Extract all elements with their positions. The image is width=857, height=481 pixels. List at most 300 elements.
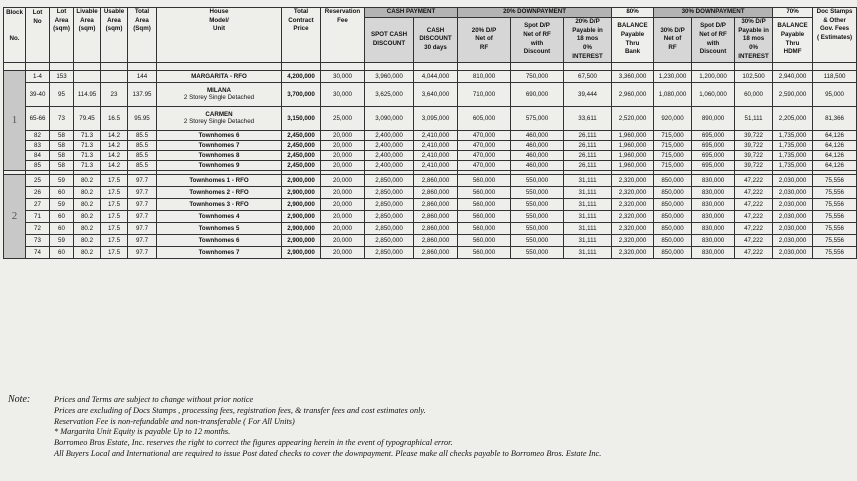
cell-balance-bank: 2,320,000 xyxy=(612,210,654,222)
cell-usable-area: 17.5 xyxy=(101,246,128,258)
notes-list xyxy=(8,395,601,460)
cell-total-contract-price: 2,900,000 xyxy=(282,222,321,234)
cell-dp20-net-rf: 560,000 xyxy=(458,222,511,234)
model-name: Townhomes 7 xyxy=(198,141,240,149)
cell-lot-no: 27 xyxy=(26,198,50,210)
spacer-cell xyxy=(612,62,654,70)
cell-reservation-fee: 20,000 xyxy=(321,246,365,258)
cell-dp20-payable: 31,111 xyxy=(564,222,612,234)
table-row xyxy=(4,140,857,150)
cell-total-area: 97.7 xyxy=(128,186,157,198)
cell-dp30-payable: 47,222 xyxy=(735,234,773,246)
cell-livable-area xyxy=(74,70,101,82)
model-name: Townhomes 5 xyxy=(198,224,240,232)
cell-dp30-payable: 47,222 xyxy=(735,198,773,210)
table-row xyxy=(4,130,857,140)
cell-dp20-net-rf: 560,000 xyxy=(458,234,511,246)
cell-house-model xyxy=(157,150,282,160)
cell-doc-stamps: 118,500 xyxy=(813,70,857,82)
cell-house-model xyxy=(157,198,282,210)
cell-total-area: 97.7 xyxy=(128,222,157,234)
cell-lot-no: 65-66 xyxy=(26,106,50,130)
cell-dp30-spot: 830,000 xyxy=(692,186,735,198)
cell-usable-area: 14.2 xyxy=(101,140,128,150)
cell-balance-bank: 3,360,000 xyxy=(612,70,654,82)
header-total-contract-price: Total Contract Price xyxy=(282,8,321,63)
cell-doc-stamps: 64,126 xyxy=(813,140,857,150)
cell-usable-area: 14.2 xyxy=(101,160,128,170)
cell-balance-hdmf: 1,735,000 xyxy=(773,130,813,140)
cell-house-model xyxy=(157,160,282,170)
cell-lot-area: 58 xyxy=(50,140,74,150)
cell-dp30-net-rf: 715,000 xyxy=(654,150,692,160)
cell-dp20-net-rf: 560,000 xyxy=(458,174,511,186)
cell-dp20-payable: 26,111 xyxy=(564,140,612,150)
cell-cash-discount-30: 2,860,000 xyxy=(414,222,458,234)
cell-lot-no: 71 xyxy=(26,210,50,222)
cell-reservation-fee: 25,000 xyxy=(321,106,365,130)
header-reservation-fee: Reservation Fee xyxy=(321,8,365,63)
cell-balance-bank: 2,520,000 xyxy=(612,106,654,130)
cell-spot-cash-discount: 2,400,000 xyxy=(365,130,414,140)
cell-balance-hdmf: 2,030,000 xyxy=(773,222,813,234)
cell-total-area: 97.7 xyxy=(128,198,157,210)
cell-dp30-net-rf: 850,000 xyxy=(654,210,692,222)
header-usable-area: Usable Area (sqm) xyxy=(101,8,128,63)
note-line: Prices are excluding of Docs Stamps , processing fees, registration fees, & transfer fees and cost estimates only. xyxy=(54,405,426,415)
spacer-cell xyxy=(511,62,564,70)
cell-total-area: 85.5 xyxy=(128,150,157,160)
cell-doc-stamps: 64,126 xyxy=(813,130,857,140)
cell-total-contract-price: 2,900,000 xyxy=(282,186,321,198)
cell-total-area: 95.95 xyxy=(128,106,157,130)
model-name: CARMEN xyxy=(205,111,233,119)
note-line: Prices and Terms are subject to change without prior notice xyxy=(54,395,254,404)
cell-house-model xyxy=(157,186,282,198)
spacer-cell xyxy=(564,62,612,70)
cell-dp20-net-rf: 470,000 xyxy=(458,130,511,140)
header-balance-bank: BALANCE Payable Thru Bank xyxy=(612,18,654,63)
table-row xyxy=(4,186,857,198)
cell-lot-area: 59 xyxy=(50,198,74,210)
cell-lot-area: 60 xyxy=(50,210,74,222)
cell-total-contract-price: 2,900,000 xyxy=(282,246,321,258)
cell-balance-hdmf: 2,030,000 xyxy=(773,210,813,222)
spacer-cell xyxy=(50,62,74,70)
cell-lot-area: 95 xyxy=(50,82,74,106)
cell-dp30-spot: 1,200,000 xyxy=(692,70,735,82)
cell-total-contract-price: 2,900,000 xyxy=(282,210,321,222)
cell-total-area: 97.7 xyxy=(128,210,157,222)
cell-cash-discount-30: 2,410,000 xyxy=(414,140,458,150)
cell-balance-hdmf: 2,030,000 xyxy=(773,246,813,258)
cell-lot-area: 58 xyxy=(50,130,74,140)
cell-total-contract-price: 2,450,000 xyxy=(282,130,321,140)
cell-spot-cash-discount: 3,625,000 xyxy=(365,82,414,106)
model-description: 2 Storey Single Detached xyxy=(183,118,255,126)
cell-reservation-fee: 20,000 xyxy=(321,222,365,234)
model-name: MILANA xyxy=(206,87,232,95)
cell-spot-cash-discount: 3,090,000 xyxy=(365,106,414,130)
cell-total-area: 144 xyxy=(128,70,157,82)
cell-cash-discount-30: 2,860,000 xyxy=(414,246,458,258)
cell-dp30-spot: 830,000 xyxy=(692,198,735,210)
header-dp20-net-rf: 20% D/P Net of RF xyxy=(458,18,511,63)
cell-dp20-net-rf: 560,000 xyxy=(458,186,511,198)
note-line: All Buyers Local and International are required to issue Post dated checks to cover the downpayment. Please make all checks payable to Borromeo Bros. Estate Inc. xyxy=(54,448,602,458)
table-row xyxy=(4,160,857,170)
cell-dp30-payable: 47,222 xyxy=(735,210,773,222)
cell-spot-cash-discount: 2,850,000 xyxy=(365,174,414,186)
spacer-cell xyxy=(458,62,511,70)
note-line: Borromeo Bros Estate, Inc. reserves the right to correct the figures appearing herein in the event of typographical error. xyxy=(54,438,453,448)
cell-spot-cash-discount: 2,400,000 xyxy=(365,150,414,160)
cell-dp20-net-rf: 470,000 xyxy=(458,160,511,170)
cell-reservation-fee: 30,000 xyxy=(321,70,365,82)
cell-cash-discount-30: 2,860,000 xyxy=(414,234,458,246)
cell-lot-area: 153 xyxy=(50,70,74,82)
cell-spot-cash-discount: 2,850,000 xyxy=(365,186,414,198)
cell-balance-bank: 2,320,000 xyxy=(612,234,654,246)
cell-dp20-spot: 575,000 xyxy=(511,106,564,130)
cell-dp30-spot: 890,000 xyxy=(692,106,735,130)
cell-dp30-net-rf: 1,230,000 xyxy=(654,70,692,82)
header-cash-discount-30: CASH DISCOUNT 30 days xyxy=(414,18,458,63)
header-doc-stamps: Doc Stamps & Other Gov. Fees ( Estimates) xyxy=(813,8,857,63)
spacer-cell xyxy=(813,62,857,70)
cell-dp30-net-rf: 1,080,000 xyxy=(654,82,692,106)
cell-total-area: 85.5 xyxy=(128,130,157,140)
cell-lot-area: 60 xyxy=(50,186,74,198)
header-dp30-payable: 30% D/P Payable in 18 mos 0% INTEREST xyxy=(735,18,773,63)
spacer-cell xyxy=(128,62,157,70)
model-name: Townhomes 6 xyxy=(198,236,240,244)
model-name: Townhomes 8 xyxy=(198,151,240,159)
cell-balance-hdmf: 2,940,000 xyxy=(773,70,813,82)
cell-spot-cash-discount: 2,850,000 xyxy=(365,234,414,246)
model-name: Townhomes 3 - RFO xyxy=(189,200,249,208)
cell-lot-no: 72 xyxy=(26,222,50,234)
cell-dp30-net-rf: 850,000 xyxy=(654,198,692,210)
cell-usable-area: 17.5 xyxy=(101,186,128,198)
cell-dp30-net-rf: 920,000 xyxy=(654,106,692,130)
cell-doc-stamps: 75,556 xyxy=(813,222,857,234)
spacer-cell xyxy=(773,62,813,70)
cell-dp20-payable: 26,111 xyxy=(564,130,612,140)
cell-reservation-fee: 20,000 xyxy=(321,160,365,170)
cell-balance-bank: 1,960,000 xyxy=(612,150,654,160)
cell-lot-area: 59 xyxy=(50,234,74,246)
cell-livable-area: 79.45 xyxy=(74,106,101,130)
cell-dp20-net-rf: 470,000 xyxy=(458,140,511,150)
header-20-downpayment: 20% DOWNPAYMENT xyxy=(458,8,612,18)
cell-spot-cash-discount: 2,850,000 xyxy=(365,210,414,222)
spacer-cell xyxy=(365,62,414,70)
cell-lot-area: 58 xyxy=(50,160,74,170)
cell-cash-discount-30: 2,860,000 xyxy=(414,198,458,210)
header-dp20-payable: 20% D/P Payable in 18 mos 0% INTEREST xyxy=(564,18,612,63)
cell-cash-discount-30: 3,095,000 xyxy=(414,106,458,130)
cell-dp20-net-rf: 605,000 xyxy=(458,106,511,130)
cell-spot-cash-discount: 2,400,000 xyxy=(365,140,414,150)
cell-usable-area: 17.5 xyxy=(101,222,128,234)
cell-livable-area: 71.3 xyxy=(74,150,101,160)
cell-lot-no: 26 xyxy=(26,186,50,198)
cell-dp30-net-rf: 715,000 xyxy=(654,160,692,170)
spacer-cell xyxy=(654,62,692,70)
cell-dp20-net-rf: 560,000 xyxy=(458,198,511,210)
table-row xyxy=(4,210,857,222)
model-name: Townhomes 4 xyxy=(198,212,240,220)
price-rows xyxy=(4,62,857,258)
cell-dp20-payable: 31,111 xyxy=(564,186,612,198)
cell-balance-hdmf: 1,735,000 xyxy=(773,140,813,150)
cell-spot-cash-discount: 2,400,000 xyxy=(365,160,414,170)
cell-cash-discount-30: 2,860,000 xyxy=(414,174,458,186)
spacer-cell xyxy=(101,62,128,70)
cell-reservation-fee: 20,000 xyxy=(321,186,365,198)
block-number: 2 xyxy=(4,174,26,258)
cell-dp20-spot: 550,000 xyxy=(511,222,564,234)
cell-dp30-payable: 39,722 xyxy=(735,140,773,150)
cell-dp20-payable: 31,111 xyxy=(564,234,612,246)
cell-total-contract-price: 3,150,000 xyxy=(282,106,321,130)
cell-dp30-net-rf: 850,000 xyxy=(654,222,692,234)
cell-house-model xyxy=(157,70,282,82)
cell-dp30-payable: 39,722 xyxy=(735,130,773,140)
cell-total-contract-price: 2,450,000 xyxy=(282,140,321,150)
cell-spot-cash-discount: 2,850,000 xyxy=(365,198,414,210)
cell-dp20-payable: 31,111 xyxy=(564,210,612,222)
cell-total-area: 85.5 xyxy=(128,160,157,170)
cell-dp30-net-rf: 850,000 xyxy=(654,234,692,246)
table-row xyxy=(4,246,857,258)
cell-dp20-spot: 460,000 xyxy=(511,140,564,150)
cell-cash-discount-30: 3,640,000 xyxy=(414,82,458,106)
cell-cash-discount-30: 2,860,000 xyxy=(414,210,458,222)
cell-total-area: 85.5 xyxy=(128,140,157,150)
cell-dp20-net-rf: 560,000 xyxy=(458,246,511,258)
cell-doc-stamps: 64,126 xyxy=(813,160,857,170)
cell-balance-bank: 2,320,000 xyxy=(612,246,654,258)
table-row xyxy=(4,222,857,234)
cell-house-model xyxy=(157,174,282,186)
cell-dp30-payable: 47,222 xyxy=(735,246,773,258)
cell-dp30-spot: 830,000 xyxy=(692,210,735,222)
cell-dp30-net-rf: 850,000 xyxy=(654,246,692,258)
spacer-cell xyxy=(282,62,321,70)
cell-dp30-spot: 695,000 xyxy=(692,130,735,140)
cell-reservation-fee: 20,000 xyxy=(321,174,365,186)
cell-dp20-payable: 33,611 xyxy=(564,106,612,130)
cell-lot-no: 84 xyxy=(26,150,50,160)
cell-dp30-spot: 830,000 xyxy=(692,222,735,234)
cell-house-model xyxy=(157,82,282,106)
cell-livable-area: 80.2 xyxy=(74,210,101,222)
cell-total-contract-price: 3,700,000 xyxy=(282,82,321,106)
cell-balance-hdmf: 2,030,000 xyxy=(773,234,813,246)
cell-livable-area: 71.3 xyxy=(74,160,101,170)
cell-house-model xyxy=(157,210,282,222)
cell-dp20-payable: 31,111 xyxy=(564,246,612,258)
header-80-pct: 80% xyxy=(612,8,654,18)
cell-dp20-net-rf: 560,000 xyxy=(458,210,511,222)
cell-dp30-spot: 1,060,000 xyxy=(692,82,735,106)
cell-usable-area: 17.5 xyxy=(101,210,128,222)
table-row xyxy=(4,70,857,82)
cell-cash-discount-30: 4,044,000 xyxy=(414,70,458,82)
cell-dp30-payable: 60,000 xyxy=(735,82,773,106)
cell-dp30-spot: 695,000 xyxy=(692,140,735,150)
cell-dp20-payable: 26,111 xyxy=(564,150,612,160)
cell-dp30-payable: 39,722 xyxy=(735,160,773,170)
cell-usable-area: 17.5 xyxy=(101,174,128,186)
cell-doc-stamps: 75,556 xyxy=(813,198,857,210)
cell-total-contract-price: 2,450,000 xyxy=(282,160,321,170)
cell-dp30-payable: 39,722 xyxy=(735,150,773,160)
cell-lot-area: 59 xyxy=(50,174,74,186)
cell-reservation-fee: 20,000 xyxy=(321,234,365,246)
cell-reservation-fee: 20,000 xyxy=(321,130,365,140)
cell-lot-area: 73 xyxy=(50,106,74,130)
spacer-cell xyxy=(321,62,365,70)
cell-dp30-net-rf: 715,000 xyxy=(654,140,692,150)
cell-balance-bank: 2,320,000 xyxy=(612,174,654,186)
header-lot-area: Lot Area (sqm) xyxy=(50,8,74,63)
cell-dp20-spot: 550,000 xyxy=(511,210,564,222)
cell-dp30-payable: 47,222 xyxy=(735,186,773,198)
cell-dp30-payable: 51,111 xyxy=(735,106,773,130)
cell-balance-hdmf: 2,030,000 xyxy=(773,198,813,210)
cell-usable-area: 23 xyxy=(101,82,128,106)
cell-cash-discount-30: 2,410,000 xyxy=(414,150,458,160)
cell-dp30-spot: 830,000 xyxy=(692,174,735,186)
cell-dp30-net-rf: 715,000 xyxy=(654,130,692,140)
cell-livable-area: 80.2 xyxy=(74,222,101,234)
table-row xyxy=(4,150,857,160)
cell-livable-area: 80.2 xyxy=(74,234,101,246)
cell-dp30-spot: 830,000 xyxy=(692,234,735,246)
table-row xyxy=(4,174,857,186)
table-row xyxy=(4,234,857,246)
cell-balance-bank: 1,960,000 xyxy=(612,160,654,170)
cell-total-contract-price: 2,900,000 xyxy=(282,234,321,246)
cell-doc-stamps: 75,556 xyxy=(813,210,857,222)
cell-dp30-net-rf: 850,000 xyxy=(654,174,692,186)
spacer-cell xyxy=(414,62,458,70)
header-lot-label: Lot xyxy=(32,9,43,16)
model-name: Townhomes 7 xyxy=(198,248,240,256)
table-row xyxy=(4,82,857,106)
header-spacer-row xyxy=(4,62,857,70)
model-name: Townhomes 6 xyxy=(198,131,240,139)
cell-dp20-payable: 39,444 xyxy=(564,82,612,106)
cell-doc-stamps: 64,126 xyxy=(813,150,857,160)
cell-doc-stamps: 81,366 xyxy=(813,106,857,130)
price-list-table xyxy=(3,7,857,259)
spacer-cell xyxy=(26,62,50,70)
header-block-label: Block xyxy=(6,9,23,16)
cell-total-area: 97.7 xyxy=(128,246,157,258)
cell-house-model xyxy=(157,222,282,234)
cell-total-contract-price: 2,900,000 xyxy=(282,198,321,210)
cell-dp20-spot: 690,000 xyxy=(511,82,564,106)
header-spot-cash-discount: SPOT CASH DISCOUNT xyxy=(365,18,414,63)
table-row xyxy=(4,198,857,210)
header-lot-no: No xyxy=(33,17,42,25)
cell-cash-discount-30: 2,410,000 xyxy=(414,130,458,140)
header-house-model: House Model/ Unit xyxy=(157,8,282,63)
cell-house-model xyxy=(157,106,282,130)
cell-lot-no: 73 xyxy=(26,234,50,246)
model-description: 2 Storey Single Detached xyxy=(183,94,255,102)
cell-spot-cash-discount: 2,850,000 xyxy=(365,246,414,258)
cell-house-model xyxy=(157,140,282,150)
cell-balance-hdmf: 2,590,000 xyxy=(773,82,813,106)
cell-lot-no: 25 xyxy=(26,174,50,186)
cell-dp20-spot: 550,000 xyxy=(511,198,564,210)
cell-reservation-fee: 30,000 xyxy=(321,82,365,106)
cell-usable-area xyxy=(101,70,128,82)
cell-livable-area: 80.2 xyxy=(74,186,101,198)
header-lot xyxy=(26,8,50,63)
cell-dp20-spot: 550,000 xyxy=(511,234,564,246)
cell-dp20-net-rf: 810,000 xyxy=(458,70,511,82)
spacer-cell xyxy=(4,62,26,70)
cell-dp30-spot: 695,000 xyxy=(692,160,735,170)
cell-balance-hdmf: 2,030,000 xyxy=(773,186,813,198)
spacer-cell xyxy=(692,62,735,70)
cell-dp20-net-rf: 470,000 xyxy=(458,150,511,160)
cell-lot-area: 60 xyxy=(50,246,74,258)
note-line: * Margarita Unit Equity is payable Up to 12 months. xyxy=(54,427,231,437)
cell-balance-hdmf: 1,735,000 xyxy=(773,160,813,170)
cell-dp30-spot: 695,000 xyxy=(692,150,735,160)
header-30-downpayment: 30% DOWNPAYMENT xyxy=(654,8,773,18)
cell-dp20-spot: 460,000 xyxy=(511,130,564,140)
cell-lot-no: 74 xyxy=(26,246,50,258)
cell-dp20-net-rf: 710,000 xyxy=(458,82,511,106)
header-block xyxy=(4,8,26,63)
cell-dp20-spot: 550,000 xyxy=(511,186,564,198)
cell-usable-area: 14.2 xyxy=(101,150,128,160)
cell-balance-bank: 2,960,000 xyxy=(612,82,654,106)
cell-house-model xyxy=(157,130,282,140)
cell-lot-no: 1-4 xyxy=(26,70,50,82)
cell-doc-stamps: 95,000 xyxy=(813,82,857,106)
cell-reservation-fee: 20,000 xyxy=(321,150,365,160)
spacer-cell xyxy=(74,62,101,70)
cell-livable-area: 80.2 xyxy=(74,174,101,186)
cell-balance-bank: 2,320,000 xyxy=(612,186,654,198)
notes-label: Note: xyxy=(8,394,31,405)
cell-usable-area: 14.2 xyxy=(101,130,128,140)
cell-dp20-payable: 26,111 xyxy=(564,160,612,170)
cell-balance-hdmf: 1,735,000 xyxy=(773,150,813,160)
cell-lot-no: 82 xyxy=(26,130,50,140)
cell-total-area: 97.7 xyxy=(128,174,157,186)
cell-cash-discount-30: 2,860,000 xyxy=(414,186,458,198)
cell-reservation-fee: 20,000 xyxy=(321,198,365,210)
cell-spot-cash-discount: 3,960,000 xyxy=(365,70,414,82)
cell-balance-bank: 2,320,000 xyxy=(612,222,654,234)
header-dp30-spot: Spot D/P Net of RF with Discount xyxy=(692,18,735,63)
cell-dp20-payable: 31,111 xyxy=(564,174,612,186)
cell-lot-area: 58 xyxy=(50,150,74,160)
cell-house-model xyxy=(157,246,282,258)
cell-balance-bank: 2,320,000 xyxy=(612,198,654,210)
header-balance-hdmf: BALANCE Payable Thru HDMF xyxy=(773,18,813,63)
